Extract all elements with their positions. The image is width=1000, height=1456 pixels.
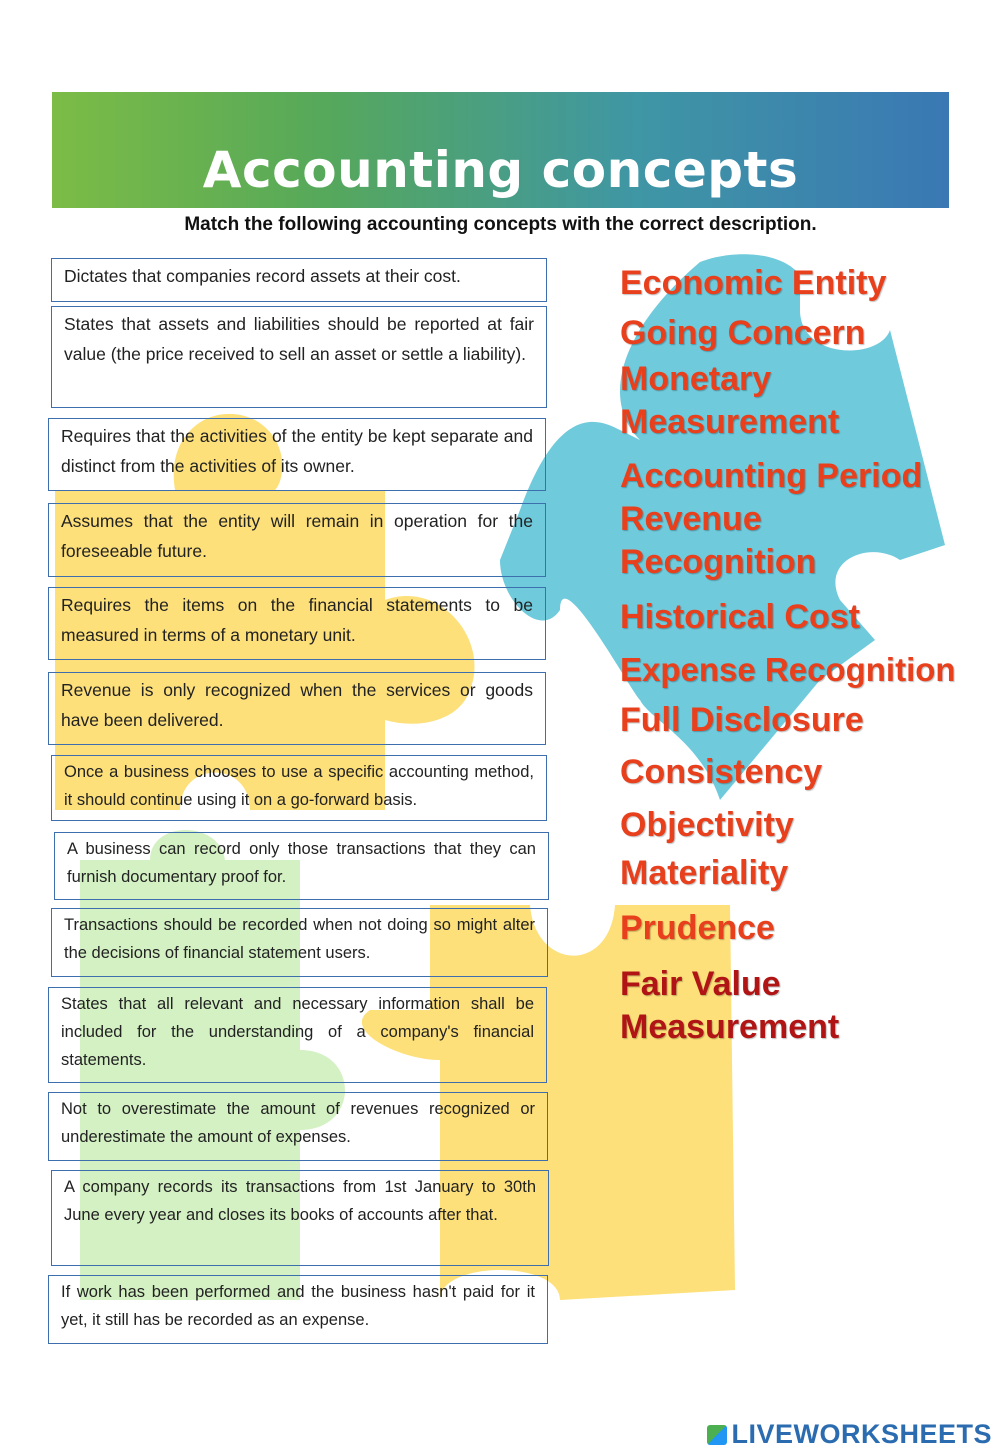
description-box-4[interactable]: Assumes that the entity will remain in operation for the foreseeable future. bbox=[48, 503, 546, 577]
concept-economic-entity[interactable]: Economic Entity bbox=[620, 264, 887, 302]
description-box-6[interactable]: Revenue is only recognized when the services or goods have been delivered. bbox=[48, 672, 546, 745]
logo-text: LIVEWORKSHEETS bbox=[731, 1419, 992, 1449]
concept-monetary-measurement[interactable]: Monetary Measurement bbox=[620, 360, 840, 441]
concept-objectivity[interactable]: Objectivity bbox=[620, 806, 794, 844]
description-box-1[interactable]: Dictates that companies record assets at their cost. bbox=[51, 258, 547, 302]
concept-accounting-period[interactable]: Accounting Period bbox=[620, 457, 923, 495]
description-box-11[interactable]: Not to overestimate the amount of revenues recognized or underestimate the amount of expenses. bbox=[48, 1092, 548, 1161]
concept-full-disclosure[interactable]: Full Disclosure bbox=[620, 701, 864, 739]
concept-revenue-recognition[interactable]: Revenue Recognition bbox=[620, 500, 817, 581]
description-box-2[interactable]: States that assets and liabilities should be reported at fair value (the price received to sell an asset or settle a liability). bbox=[51, 306, 547, 408]
description-box-8[interactable]: A business can record only those transactions that they can furnish documentary proof for. bbox=[54, 832, 549, 900]
concept-expense-recognition[interactable]: Expense Recognition bbox=[620, 651, 956, 688]
description-box-13[interactable]: If work has been performed and the business hasn't paid for it yet, it still has be recorded as an expense. bbox=[48, 1275, 548, 1344]
concept-fair-value-measurement[interactable]: Fair Value Measurement bbox=[620, 965, 840, 1046]
description-box-3[interactable]: Requires that the activities of the entity be kept separate and distinct from the activities of its owner. bbox=[48, 418, 546, 491]
description-box-7[interactable]: Once a business chooses to use a specific accounting method, it should continue using it on a go-forward basis. bbox=[51, 755, 547, 821]
logo-icon bbox=[707, 1425, 727, 1445]
concept-consistency[interactable]: Consistency bbox=[620, 753, 823, 791]
page-title: Accounting concepts bbox=[202, 141, 799, 199]
instructions: Match the following accounting concepts with the correct description. bbox=[184, 214, 817, 235]
concept-prudence[interactable]: Prudence bbox=[620, 909, 775, 947]
concept-going-concern[interactable]: Going Concern bbox=[620, 314, 866, 352]
description-box-12[interactable]: A company records its transactions from 1st January to 30th June every year and closes its books of accounts after that. bbox=[51, 1170, 549, 1266]
description-box-9[interactable]: Transactions should be recorded when not doing so might alter the decisions of financial statement users. bbox=[51, 908, 548, 977]
concept-materiality[interactable]: Materiality bbox=[620, 854, 789, 892]
liveworksheets-logo bbox=[707, 1419, 992, 1450]
concept-historical-cost[interactable]: Historical Cost bbox=[620, 598, 860, 636]
description-box-10[interactable]: States that all relevant and necessary information shall be included for the understanding of a company's financial statements. bbox=[48, 987, 547, 1083]
description-box-5[interactable]: Requires the items on the financial statements to be measured in terms of a monetary unit. bbox=[48, 587, 546, 660]
